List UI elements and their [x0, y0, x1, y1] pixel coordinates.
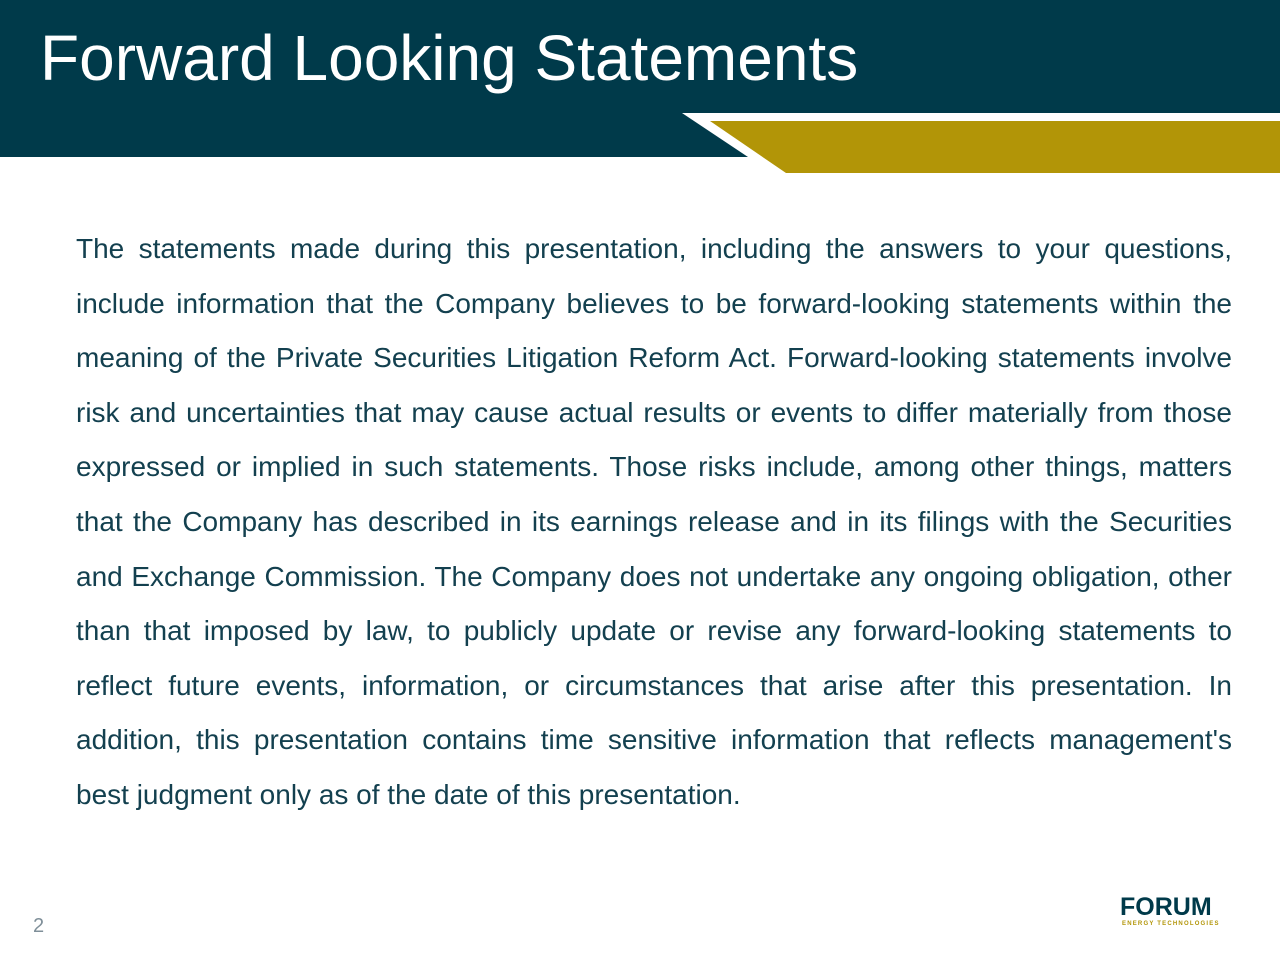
company-logo — [1120, 894, 1232, 928]
body-paragraph: The statements made during this presentation, including the answers to your questions, include information that the Company believes to be forward-looking statements within the meaning of the Private Securities Litigation Reform Act. Forward-looking statements involve risk and uncertainties that may cause actual results or events to differ materially from those expressed or implied in such statements. Those risks include, among other things, matters that the Company has described in its earnings release and in its filings with the Securities and Exchange Commission. The Company does not undertake any ongoing obligation, other than that imposed by law, to publicly update or revise any forward-looking statements to reflect future events, information, or circumstances that arise after this presentation. In addition, this presentation contains time sensitive information that reflects management's best judgment only as of the date of this presentation. — [76, 233, 1232, 810]
logo-wordmark: FORUM — [1120, 893, 1212, 921]
logo-tagline: ENERGY TECHNOLOGIES — [1122, 921, 1220, 927]
slide-title: Forward Looking Statements — [40, 22, 859, 94]
page-number: 2 — [33, 915, 45, 937]
